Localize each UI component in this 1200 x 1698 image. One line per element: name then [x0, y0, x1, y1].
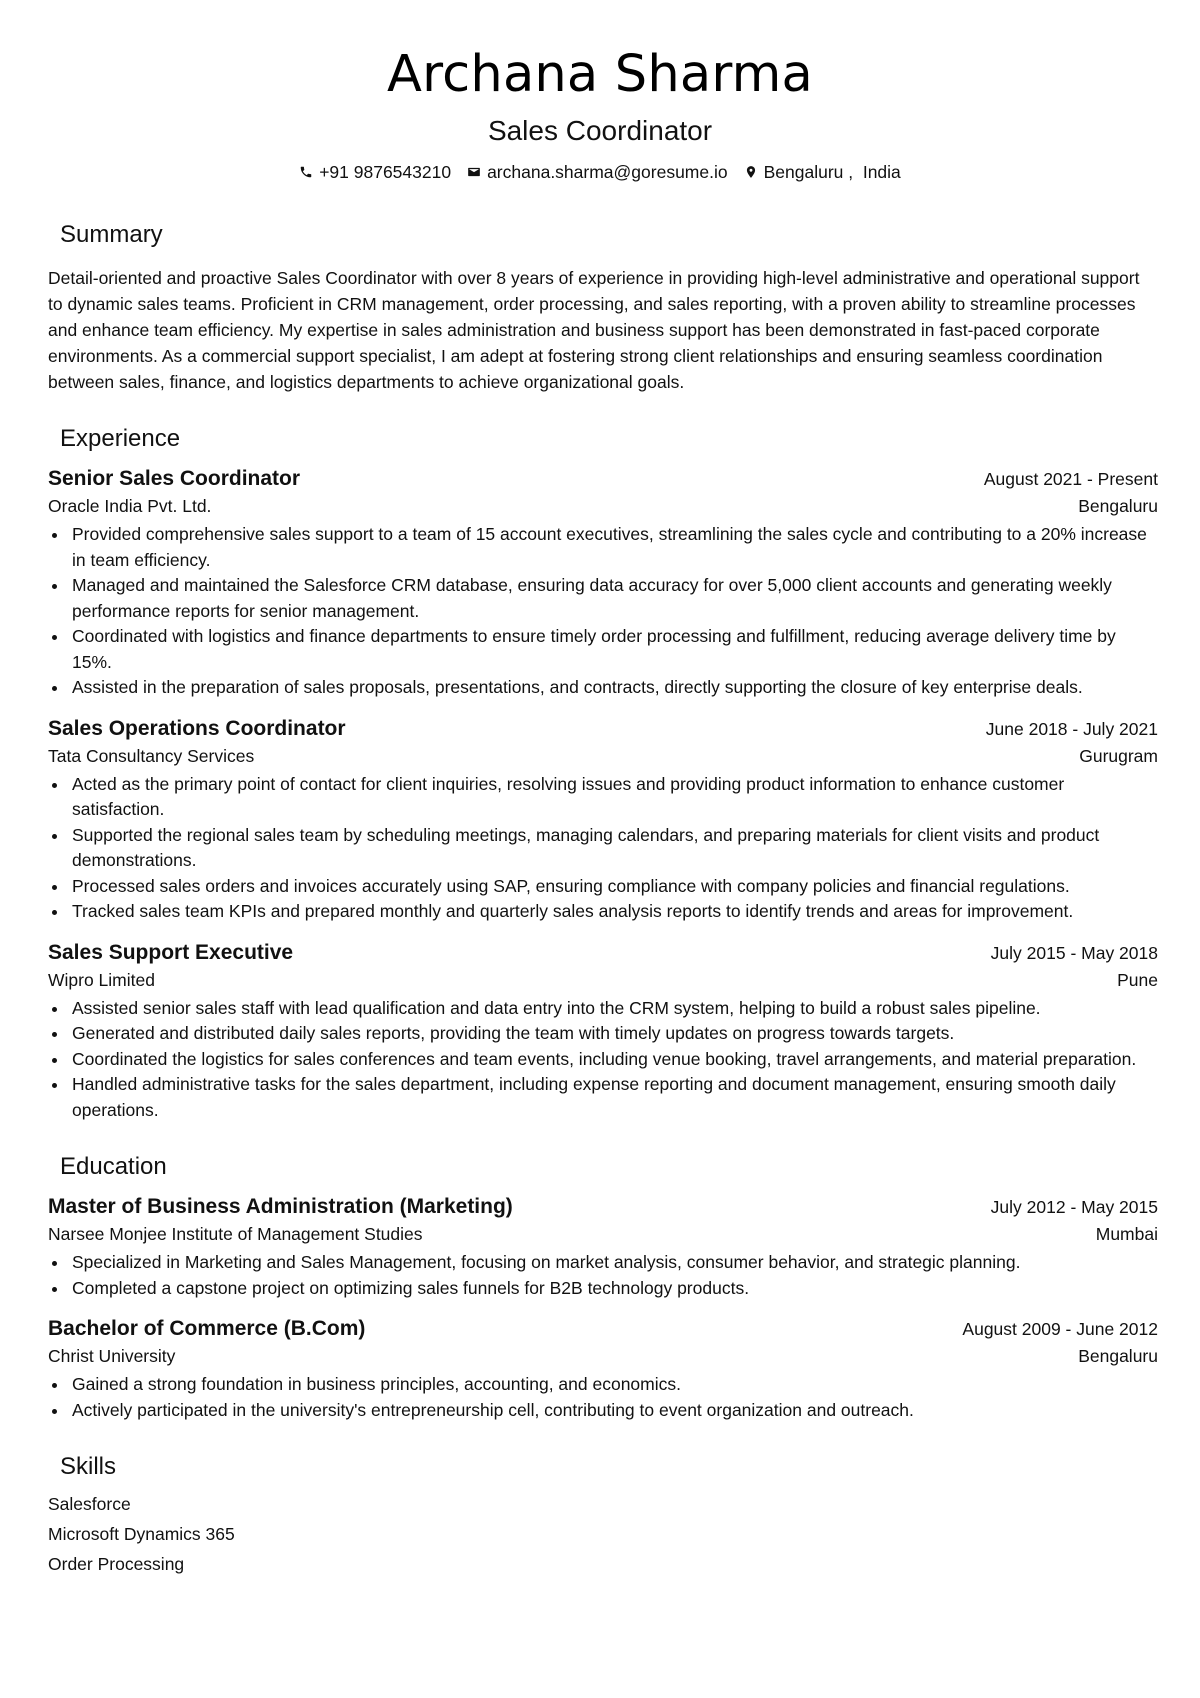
list-item: Tracked sales team KPIs and prepared monthly and quarterly sales analysis reports to identify trends and areas for improvement. [48, 899, 1158, 925]
experience-entry [48, 715, 1158, 925]
job-title: Senior Sales Coordinator [48, 467, 301, 490]
candidate-name: Archana Sharma [387, 45, 813, 104]
job-title: Sales Support Executive [48, 940, 294, 964]
school-location: Bengaluru [1078, 1346, 1158, 1366]
job-bullets [48, 996, 1158, 1124]
degree-title: Master of Business Administration (Marketing) [48, 1195, 513, 1218]
job-company: Tata Consultancy Services [48, 745, 255, 766]
degree-title: Bachelor of Commerce (B.Com) [48, 1317, 366, 1340]
list-item: Specialized in Marketing and Sales Management, focusing on market analysis, consumer behavior, and strategic planning. [48, 1250, 1158, 1276]
experience-heading: Experience [60, 425, 181, 452]
education-entry [48, 1315, 1158, 1423]
education-heading: Education [60, 1153, 167, 1180]
job-location: Bengaluru [1078, 496, 1158, 516]
summary-heading: Summary [60, 221, 163, 248]
list-item: Generated and distributed daily sales reports, providing the team with timely updates on progress towards targets. [48, 1021, 1158, 1047]
job-dates: June 2018 - July 2021 [985, 718, 1158, 739]
list-item: Assisted in the preparation of sales proposals, presentations, and contracts, directly supporting the closure of key enterprise deals. [48, 675, 1158, 701]
list-item: Handled administrative tasks for the sales department, including expense reporting and document management, ensuring smooth daily operations. [48, 1072, 1158, 1123]
list-item: Processed sales orders and invoices accurately using SAP, ensuring compliance with company policies and financial regulations. [48, 874, 1158, 900]
job-company: Wipro Limited [48, 969, 155, 990]
job-dates: July 2015 - May 2018 [990, 942, 1158, 963]
list-item: Managed and maintained the Salesforce CRM database, ensuring data accuracy for over 5,000 client accounts and generating weekly performance reports for senior management. [48, 573, 1158, 624]
resume-header [0, 40, 1200, 184]
job-dates: August 2021 - Present [983, 469, 1158, 489]
list-item: Coordinated the logistics for sales conferences and team events, including venue booking, travel arrangements, and material preparation. [48, 1047, 1158, 1073]
map-pin-icon [744, 165, 758, 179]
job-bullets [48, 772, 1158, 925]
skills-heading: Skills [60, 1453, 117, 1480]
job-title: Sales Operations Coordinator [48, 716, 346, 740]
contact-location [744, 160, 901, 184]
degree-dates: August 2009 - June 2012 [962, 1319, 1158, 1339]
list-item: Actively participated in the university's entrepreneurship cell, contributing to event organization and outreach. [48, 1398, 1158, 1424]
resume-body [48, 219, 1158, 1579]
contact-email[interactable] [467, 160, 728, 184]
job-bullets [48, 522, 1158, 701]
list-item: Provided comprehensive sales support to a team of 15 account executives, streamlining the sales cycle and contributing to a 20% increase in team efficiency. [48, 522, 1158, 573]
school-name: Christ University [48, 1346, 176, 1366]
degree-bullets [48, 1250, 1158, 1301]
location-text: Bengaluru , India [763, 162, 901, 182]
candidate-title: Sales Coordinator [487, 115, 713, 146]
skill-item: Order Processing [48, 1554, 185, 1574]
job-company: Oracle India Pvt. Ltd. [48, 496, 212, 516]
skill-item: Salesforce [48, 1494, 131, 1514]
experience-entry [48, 465, 1158, 701]
experience-entry [48, 939, 1158, 1124]
job-location: Pune [1117, 969, 1158, 990]
contact-phone[interactable] [299, 160, 451, 184]
school-location: Mumbai [1095, 1224, 1158, 1244]
list-item: Completed a capstone project on optimizing sales funnels for B2B technology products. [48, 1276, 1158, 1302]
contact-row [0, 160, 1200, 184]
list-item: Coordinated with logistics and finance departments to ensure timely order processing and fulfillment, reducing average delivery time by 15%. [48, 624, 1158, 675]
phone-icon [299, 165, 313, 179]
skill-item: Microsoft Dynamics 365 [48, 1524, 235, 1544]
list-item: Gained a strong foundation in business principles, accounting, and economics. [48, 1372, 1158, 1398]
education-section [48, 1151, 1158, 1423]
phone-text: +91 9876543210 [319, 162, 452, 182]
school-name: Narsee Monjee Institute of Management Studies [48, 1224, 423, 1244]
email-text: archana.sharma@goresume.io [487, 162, 728, 182]
skills-list [48, 1489, 1158, 1579]
skills-section [48, 1451, 1158, 1579]
summary-section [48, 219, 1158, 395]
list-item: Supported the regional sales team by scheduling meetings, managing calendars, and preparing materials for client visits and product demonstrations. [48, 823, 1158, 874]
summary-text: Detail-oriented and proactive Sales Coordinator with over 8 years of experience in providing high-level administrative and operational support to dynamic sales teams. Proficient in CRM management, order processing, and sales reporting, with a proven ability to streamline processes and enhance team efficiency. My expertise in sales administration and business support has been demonstrated in fast-paced corporate environments. As a commercial support specialist, I am adept at fostering strong client relationships and ensuring seamless coordination between sales, finance, and logistics departments to achieve organizational goals. [48, 268, 1140, 392]
envelope-icon [467, 165, 481, 179]
list-item: Acted as the primary point of contact for client inquiries, resolving issues and providing product information to enhance customer satisfaction. [48, 772, 1158, 823]
degree-bullets [48, 1372, 1158, 1423]
degree-dates: July 2012 - May 2015 [990, 1197, 1158, 1217]
list-item: Assisted senior sales staff with lead qualification and data entry into the CRM system, helping to build a robust sales pipeline. [48, 996, 1158, 1022]
education-entry [48, 1193, 1158, 1301]
experience-section [48, 423, 1158, 1123]
job-location: Gurugram [1079, 745, 1158, 766]
